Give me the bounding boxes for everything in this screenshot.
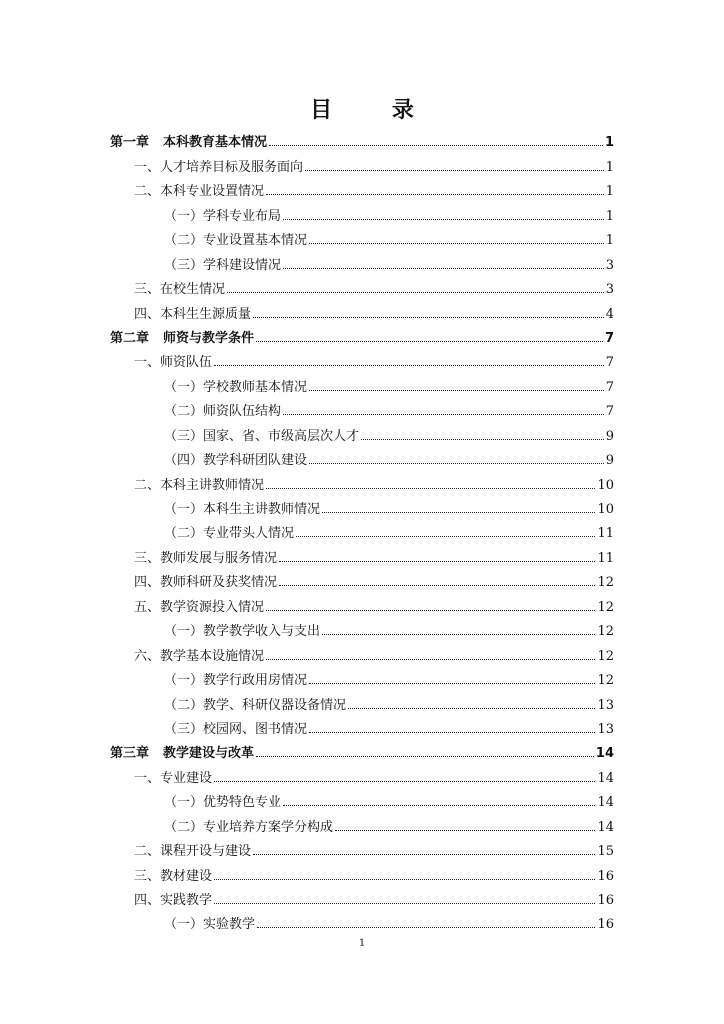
toc-section-entry[interactable] [110, 641, 614, 665]
toc-page-number: 11 [597, 550, 614, 566]
toc-section-entry[interactable] [110, 275, 614, 299]
toc-section-entry[interactable] [110, 592, 614, 616]
toc-entry-label [164, 620, 320, 641]
dot-leader [309, 732, 595, 733]
toc-page-number: 13 [597, 697, 614, 713]
toc-page-number: 3 [605, 257, 614, 273]
toc-entry-label [134, 865, 212, 886]
toc-page-number: 3 [605, 282, 614, 298]
toc-entry-text: （一）优势特色专业 [164, 795, 282, 811]
toc-subsection-entry[interactable] [110, 666, 614, 690]
dot-leader [309, 390, 604, 391]
toc-page-number: 14 [597, 770, 614, 786]
toc-page-number: 16 [597, 917, 614, 933]
toc-page-number: 1 [605, 159, 614, 175]
toc-subsection-entry[interactable] [110, 812, 614, 836]
toc-section-entry[interactable] [110, 177, 614, 201]
toc-entry-text: 教学建设与改革 [163, 746, 255, 762]
toc-entry-text: （一）学校教师基本情况 [164, 379, 308, 395]
toc-chapter-number: 第二章 [110, 330, 150, 346]
toc-section-entry[interactable] [110, 568, 614, 592]
toc-entry-label [164, 816, 333, 837]
dot-leader [253, 854, 595, 855]
toc-page-number: 12 [597, 599, 614, 615]
toc-entry-text: 师资与教学条件 [163, 330, 255, 346]
dot-leader [361, 439, 604, 440]
dot-leader [283, 414, 604, 415]
toc-entry-label [164, 449, 307, 470]
dot-leader [214, 781, 595, 782]
toc-page-number: 10 [597, 477, 614, 493]
toc-page-number: 9 [605, 428, 614, 444]
toc-entry-label [164, 205, 281, 226]
dot-leader [348, 708, 595, 709]
toc-page-number: 16 [597, 893, 614, 908]
toc-page-number: 13 [597, 721, 614, 737]
toc-entry-label [134, 889, 212, 910]
dot-leader [283, 268, 604, 269]
toc-page-number: 9 [605, 453, 614, 469]
toc-chapter-entry[interactable] [110, 128, 614, 152]
toc-entry-label [164, 425, 359, 446]
toc-page-number: 1 [605, 184, 614, 200]
toc-entry-text: （二）专业培养方案学分构成 [164, 819, 334, 835]
toc-entry-text: 五、教学资源投入情况 [134, 599, 265, 615]
toc-entry-label [134, 767, 212, 788]
toc-entry-text: （三）学科建设情况 [164, 257, 282, 273]
dot-leader [266, 659, 595, 660]
toc-page-number: 12 [597, 575, 614, 591]
toc-entry-text: （二）教学、科研仪器设备情况 [164, 697, 347, 713]
toc-entry-label [110, 742, 254, 763]
toc-section-entry[interactable] [110, 348, 614, 372]
toc-subsection-entry[interactable] [110, 495, 614, 519]
toc-entry-text: （二）专业设置基本情况 [164, 233, 308, 249]
dot-leader [283, 219, 604, 220]
toc-entry-label [164, 718, 307, 739]
toc-page-number: 7 [605, 379, 614, 395]
toc-page-number: 7 [604, 330, 614, 346]
toc-page-number: 12 [597, 624, 614, 640]
dot-leader [279, 561, 595, 562]
toc-page-number: 10 [597, 502, 614, 517]
dot-leader [214, 903, 595, 904]
toc-entry-label [134, 180, 264, 201]
toc-entry-text: （二）师资队伍结构 [164, 404, 282, 420]
toc-entry-text: 一、师资队伍 [134, 355, 213, 371]
toc-subsection-entry[interactable] [110, 250, 614, 274]
dot-leader [266, 194, 604, 195]
toc-entry-text: （四）教学科研团队建设 [164, 453, 308, 469]
toc-page-number: 15 [597, 844, 614, 860]
dot-leader [296, 536, 595, 537]
dot-leader [214, 365, 604, 366]
toc-entry-label [164, 694, 346, 715]
toc-page-number: 12 [597, 648, 614, 664]
toc-subsection-entry[interactable] [110, 788, 614, 812]
toc-entry-text: 四、实践教学 [134, 893, 213, 908]
toc-section-entry[interactable] [110, 763, 614, 787]
toc-entry-label [134, 351, 212, 372]
toc-entry-label [134, 547, 277, 568]
toc-chapter-number: 第一章 [110, 135, 150, 151]
toc-section-entry[interactable] [110, 299, 614, 323]
toc-subsection-entry[interactable] [110, 397, 614, 421]
toc-entry-label [164, 400, 281, 421]
toc-entry-text: 三、教材建设 [134, 868, 213, 884]
toc-page-number: 7 [605, 404, 614, 420]
toc-section-entry[interactable] [110, 543, 614, 567]
toc-page-number: 14 [595, 746, 614, 762]
toc-entry-text: （一）本科生主讲教师情况 [164, 502, 321, 517]
toc-entry-text: （一）教学行政用房情况 [164, 673, 308, 689]
dot-leader [279, 585, 595, 586]
toc-entry-label [134, 840, 251, 861]
dot-leader [269, 145, 603, 146]
toc-page-number: 12 [597, 673, 614, 689]
toc-entry-text: 六、教学基本设施情况 [134, 648, 265, 664]
toc-entry-label [164, 498, 320, 519]
toc-entry-text: 一、专业建设 [134, 770, 213, 786]
toc-entry-label [134, 278, 225, 299]
toc-page-number: 4 [605, 306, 614, 322]
toc-entry-label [164, 913, 255, 934]
toc-entry-label [164, 229, 307, 250]
toc-subsection-entry[interactable] [110, 690, 614, 714]
toc-entry-label [134, 596, 264, 617]
dot-leader [322, 512, 595, 513]
toc-entry-label [134, 571, 277, 592]
toc-page-number: 7 [605, 355, 614, 371]
toc-entry-label [134, 474, 264, 495]
toc-chapter-entry[interactable] [110, 739, 614, 763]
toc-entry-text: 一、人才培养目标及服务面向 [134, 159, 304, 175]
toc-subsection-entry[interactable] [110, 372, 614, 396]
toc-page-number: 14 [597, 819, 614, 835]
dot-leader [309, 243, 604, 244]
dot-leader [253, 317, 604, 318]
toc-subsection-entry[interactable] [110, 446, 614, 470]
toc-entry-text: （三）国家、省、市级高层次人才 [164, 428, 360, 444]
toc-subsection-entry[interactable] [110, 519, 614, 543]
dot-leader [305, 170, 604, 171]
toc-page-number: 1 [605, 233, 614, 249]
toc-entry-label [110, 327, 254, 348]
toc-entry-text: 三、教师发展与服务情况 [134, 550, 278, 566]
dot-leader [283, 805, 595, 806]
toc-chapter-number: 第三章 [110, 746, 150, 762]
toc-subsection-entry[interactable] [110, 421, 614, 445]
toc-entry-label [134, 645, 264, 666]
toc-entry-text: （一）学科专业布局 [164, 208, 282, 224]
dot-leader [257, 927, 595, 928]
toc-page-number: 14 [597, 795, 614, 811]
toc-entry-text: （二）专业带头人情况 [164, 526, 295, 542]
toc-subsection-entry[interactable] [110, 910, 614, 934]
toc-entry-text: 二、本科主讲教师情况 [134, 477, 265, 493]
toc-subsection-entry[interactable] [110, 617, 614, 641]
toc-page-number: 11 [597, 526, 614, 542]
toc-entry-label [164, 522, 294, 543]
dot-leader [309, 463, 604, 464]
dot-leader [227, 292, 604, 293]
toc-entry-label [164, 791, 281, 812]
dot-leader [266, 610, 595, 611]
toc-chapter-entry[interactable] [110, 324, 614, 348]
toc-title: 目 录 [310, 98, 440, 123]
toc-subsection-entry[interactable] [110, 715, 614, 739]
toc-entry-label [164, 254, 281, 275]
toc-entry-text: 二、课程开设与建设 [134, 844, 252, 860]
toc-page-number: 16 [597, 868, 614, 884]
toc-entry-label [110, 131, 267, 152]
toc-entry-label [164, 376, 307, 397]
dot-leader [309, 683, 595, 684]
toc-section-entry[interactable] [110, 837, 614, 861]
toc-entry-label [134, 156, 303, 177]
toc-page-number: 1 [605, 208, 614, 224]
toc-entry-text: 四、教师科研及获奖情况 [134, 575, 278, 591]
toc-entry-text: 本科教育基本情况 [163, 135, 268, 151]
dot-leader [335, 830, 595, 831]
toc-section-entry[interactable] [110, 470, 614, 494]
dot-leader [214, 879, 595, 880]
toc-entry-text: 二、本科专业设置情况 [134, 184, 265, 200]
toc-entry-text: 三、在校生情况 [134, 282, 226, 298]
page-number: 1 [358, 938, 366, 949]
toc-section-entry[interactable] [110, 861, 614, 885]
toc-entry-text: （一）实验教学 [164, 917, 256, 933]
toc-section-entry[interactable] [110, 152, 614, 176]
dot-leader [266, 488, 595, 489]
toc-subsection-entry[interactable] [110, 201, 614, 225]
dot-leader [322, 634, 595, 635]
toc-section-entry[interactable] [110, 886, 614, 910]
table-of-contents [110, 128, 614, 934]
toc-entry-text: （三）校园网、图书情况 [164, 721, 308, 737]
dot-leader [256, 341, 603, 342]
dot-leader [256, 756, 594, 757]
toc-entry-label [134, 303, 251, 324]
toc-entry-label [164, 669, 307, 690]
toc-subsection-entry[interactable] [110, 226, 614, 250]
toc-page-number: 1 [604, 135, 614, 151]
toc-entry-text: 四、本科生生源质量 [134, 306, 252, 322]
toc-entry-text: （一）教学教学收入与支出 [164, 624, 321, 640]
